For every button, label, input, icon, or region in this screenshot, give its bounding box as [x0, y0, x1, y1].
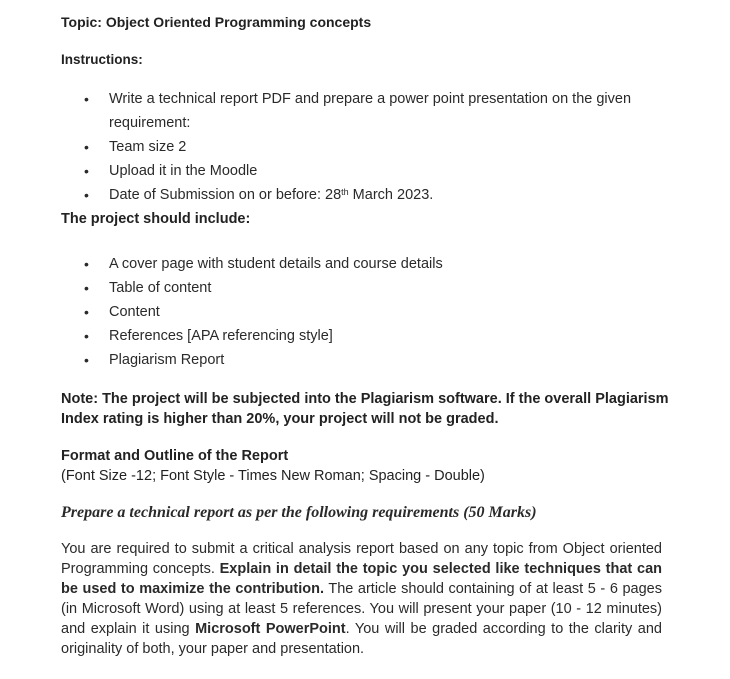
- bullet-icon: •: [84, 91, 89, 107]
- list-item-text: March 2023.: [348, 187, 434, 203]
- list-item: [84, 159, 684, 183]
- format-title: Format and Outline of the Report: [61, 448, 289, 464]
- bullet-icon: •: [84, 328, 89, 344]
- list-item-text: Write a technical report PDF and prepare a power point presentation on the given requirement:: [109, 91, 632, 131]
- list-item-text: Upload it in the Moodle: [109, 163, 258, 179]
- paragraph-emphasis: Explain in detail the topic you selected like techniques that can be used to maximize the contribution.: [61, 561, 662, 597]
- requirements-paragraph: [61, 539, 662, 659]
- list-item-text: Date of Submission on or before: 28: [109, 187, 342, 203]
- bullet-icon: •: [84, 352, 89, 368]
- bullet-icon: •: [84, 280, 89, 296]
- include-label: The project should include:: [61, 211, 251, 227]
- list-item: [84, 183, 684, 207]
- list-item: [84, 87, 669, 135]
- bullet-icon: •: [84, 187, 89, 203]
- list-item-text: Team size 2: [109, 139, 187, 155]
- paragraph-emphasis: Microsoft PowerPoint: [195, 621, 346, 637]
- bullet-icon: •: [84, 256, 89, 272]
- list-item-text: Plagiarism Report: [109, 352, 225, 368]
- format-subtitle: (Font Size -12; Font Style - Times New Roman; Spacing - Double): [61, 468, 485, 484]
- instructions-label: Instructions:: [61, 52, 143, 67]
- bullet-icon: •: [84, 163, 89, 179]
- list-item-text: Content: [109, 304, 160, 320]
- list-item: [84, 135, 684, 159]
- include-list: [84, 252, 684, 372]
- paragraph-text: . You will be graded according to the clarity and originality of both, your paper and presentation.: [61, 621, 662, 657]
- list-item-text: A cover page with student details and course details: [109, 256, 443, 272]
- list-item: [84, 348, 684, 372]
- bullet-icon: •: [84, 304, 89, 320]
- list-item-text: Table of content: [109, 280, 212, 296]
- requirements-heading: Prepare a technical report as per the following requirements (50 Marks): [61, 504, 537, 521]
- paragraph-text: The article should containing of at least 5 - 6 pages (in Microsoft Word) using at least 5 references. You will present your paper (10 - 12 minutes) and explain it using: [61, 581, 662, 637]
- list-item-text: References [APA referencing style]: [109, 328, 333, 344]
- ordinal-suffix: th: [341, 187, 349, 197]
- submission-date-text: [109, 187, 433, 203]
- list-item: [84, 252, 684, 276]
- topic-heading: Topic: Object Oriented Programming concepts: [61, 14, 372, 30]
- list-item: [84, 276, 684, 300]
- list-item: [84, 300, 684, 324]
- plagiarism-note: Note: The project will be subjected into the Plagiarism software. If the overall Plagiarism Index rating is higher than 20%, your project will not be graded.: [61, 391, 669, 427]
- bullet-icon: •: [84, 139, 89, 155]
- paragraph-text: You are required to submit a critical analysis report based on any topic from Object oriented Programming concepts.: [61, 541, 662, 577]
- instructions-list: [84, 87, 684, 207]
- list-item: [84, 324, 684, 348]
